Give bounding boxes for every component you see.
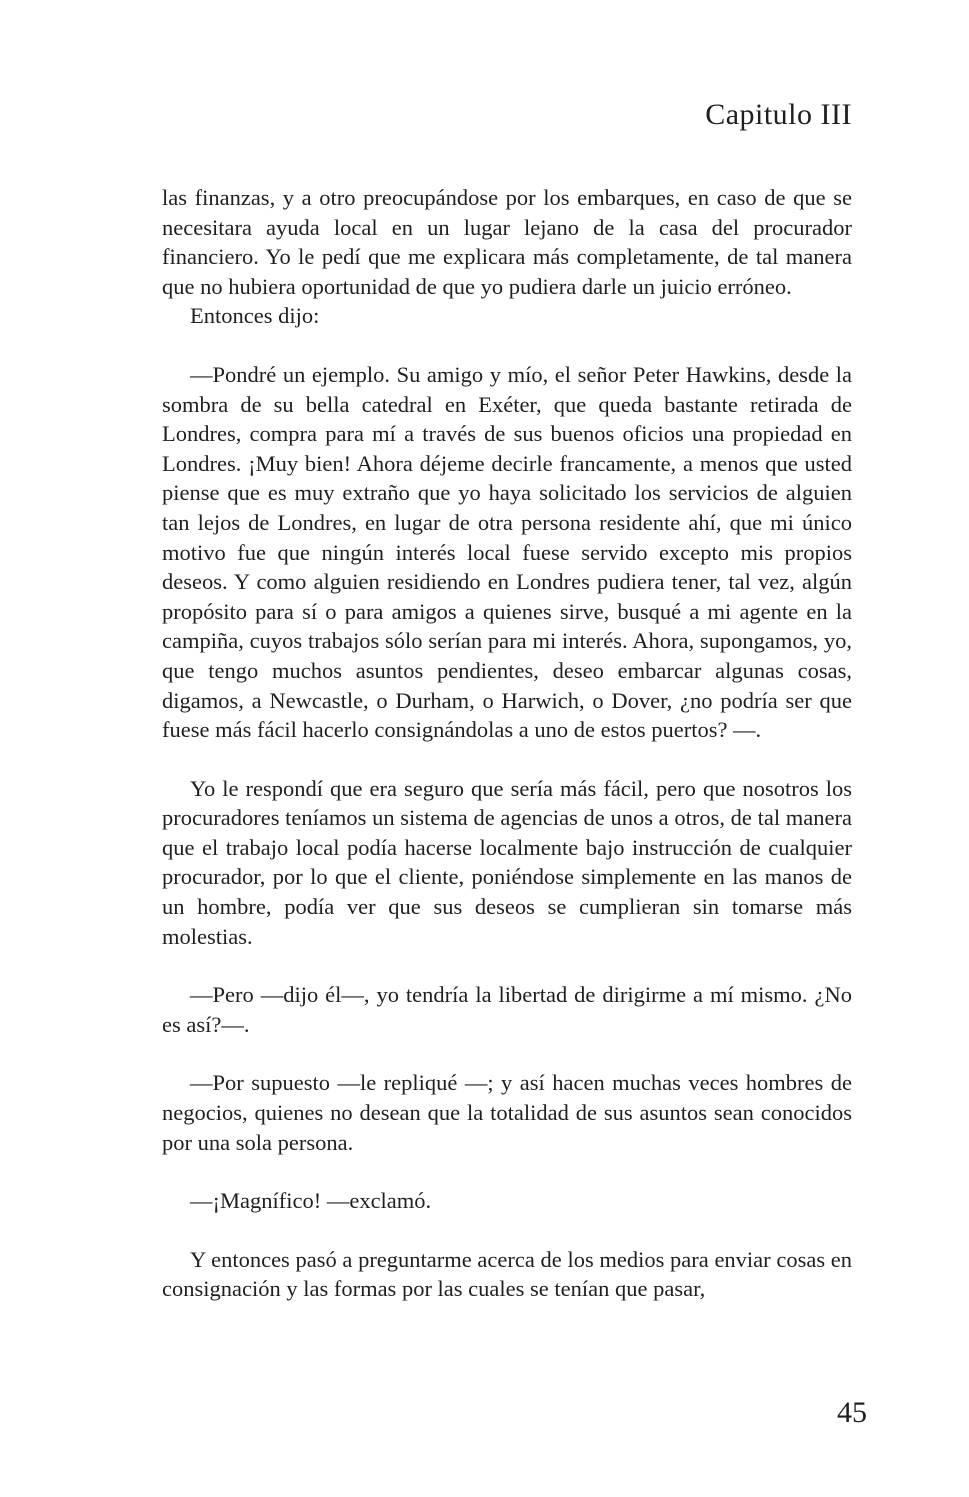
paragraph-1: las finanzas, y a otro preocupándose por los embarques, en caso de que se necesitara ayuda local en un lugar lejano de la casa del procurador financiero. Yo le pedí que me explicara más completamente, de tal manera que no hubiera oportunidad de que yo pudiera darle un juicio erróneo. [162, 185, 852, 299]
paragraph-4: Yo le respondí que era seguro que sería más fácil, pero que nosotros los procuradores teníamos un sistema de agencias de unos a otros, de tal manera que el trabajo local podía hacerse localmente bajo instrucción de cualquier procurador, por lo que el cliente, poniéndose simplemente en las manos de un hombre, podía ver que sus deseos se cumplieran sin tomarse más molestias. [162, 775, 852, 949]
paragraph-2: Entonces dijo: [190, 303, 320, 329]
paragraph-3: —Pondré un ejemplo. Su amigo y mío, el señor Peter Hawkins, desde la sombra de su bella catedral en Exéter, que queda bastante retirada de Londres, compra para mí a través de sus buenos oficios una propiedad en Londres. ¡Muy bien! Ahora déjeme decirle francamente, a menos que usted piense que es muy extraño que yo haya solicitado los servicios de alguien tan lejos de Londres, en lugar de otra persona residente ahí, que mi único motivo fue que ningún interés local fuese servido excepto mis propios deseos. Y como alguien residiendo en Londres pudiera tener, tal vez, algún propósito para sí o para amigos a quienes sirve, busqué a mi agente en la campiña, cuyos trabajos sólo serían para mi interés. Ahora, supongamos, yo, que tengo muchos asuntos pendientes, deseo embarcar algunas cosas, digamos, a Newcastle, o Durham, o Harwich, o Dover, ¿no podría ser que fuese más fácil hacerlo consignándolas a uno de estos puertos? —. [162, 361, 852, 743]
page-number: 45 [837, 1396, 867, 1429]
paragraph-5: —Pero —dijo él—, yo tendría la libertad de dirigirme a mí mismo. ¿No es así?—. [162, 982, 852, 1037]
chapter-title: Capitulo III [705, 98, 852, 131]
paragraph-8: Y entonces pasó a preguntarme acerca de los medios para enviar cosas en consignación y las formas por las cuales se tenían que pasar, [162, 1246, 852, 1302]
paragraph-7: —¡Magnífico! —exclamó. [190, 1188, 432, 1214]
paragraph-6: —Por supuesto —le repliqué —; y así hacen muchas veces hombres de negocios, quienes no desean que la totalidad de sus asuntos sean conocidos por una sola persona. [162, 1070, 852, 1155]
page-body [162, 183, 852, 1304]
